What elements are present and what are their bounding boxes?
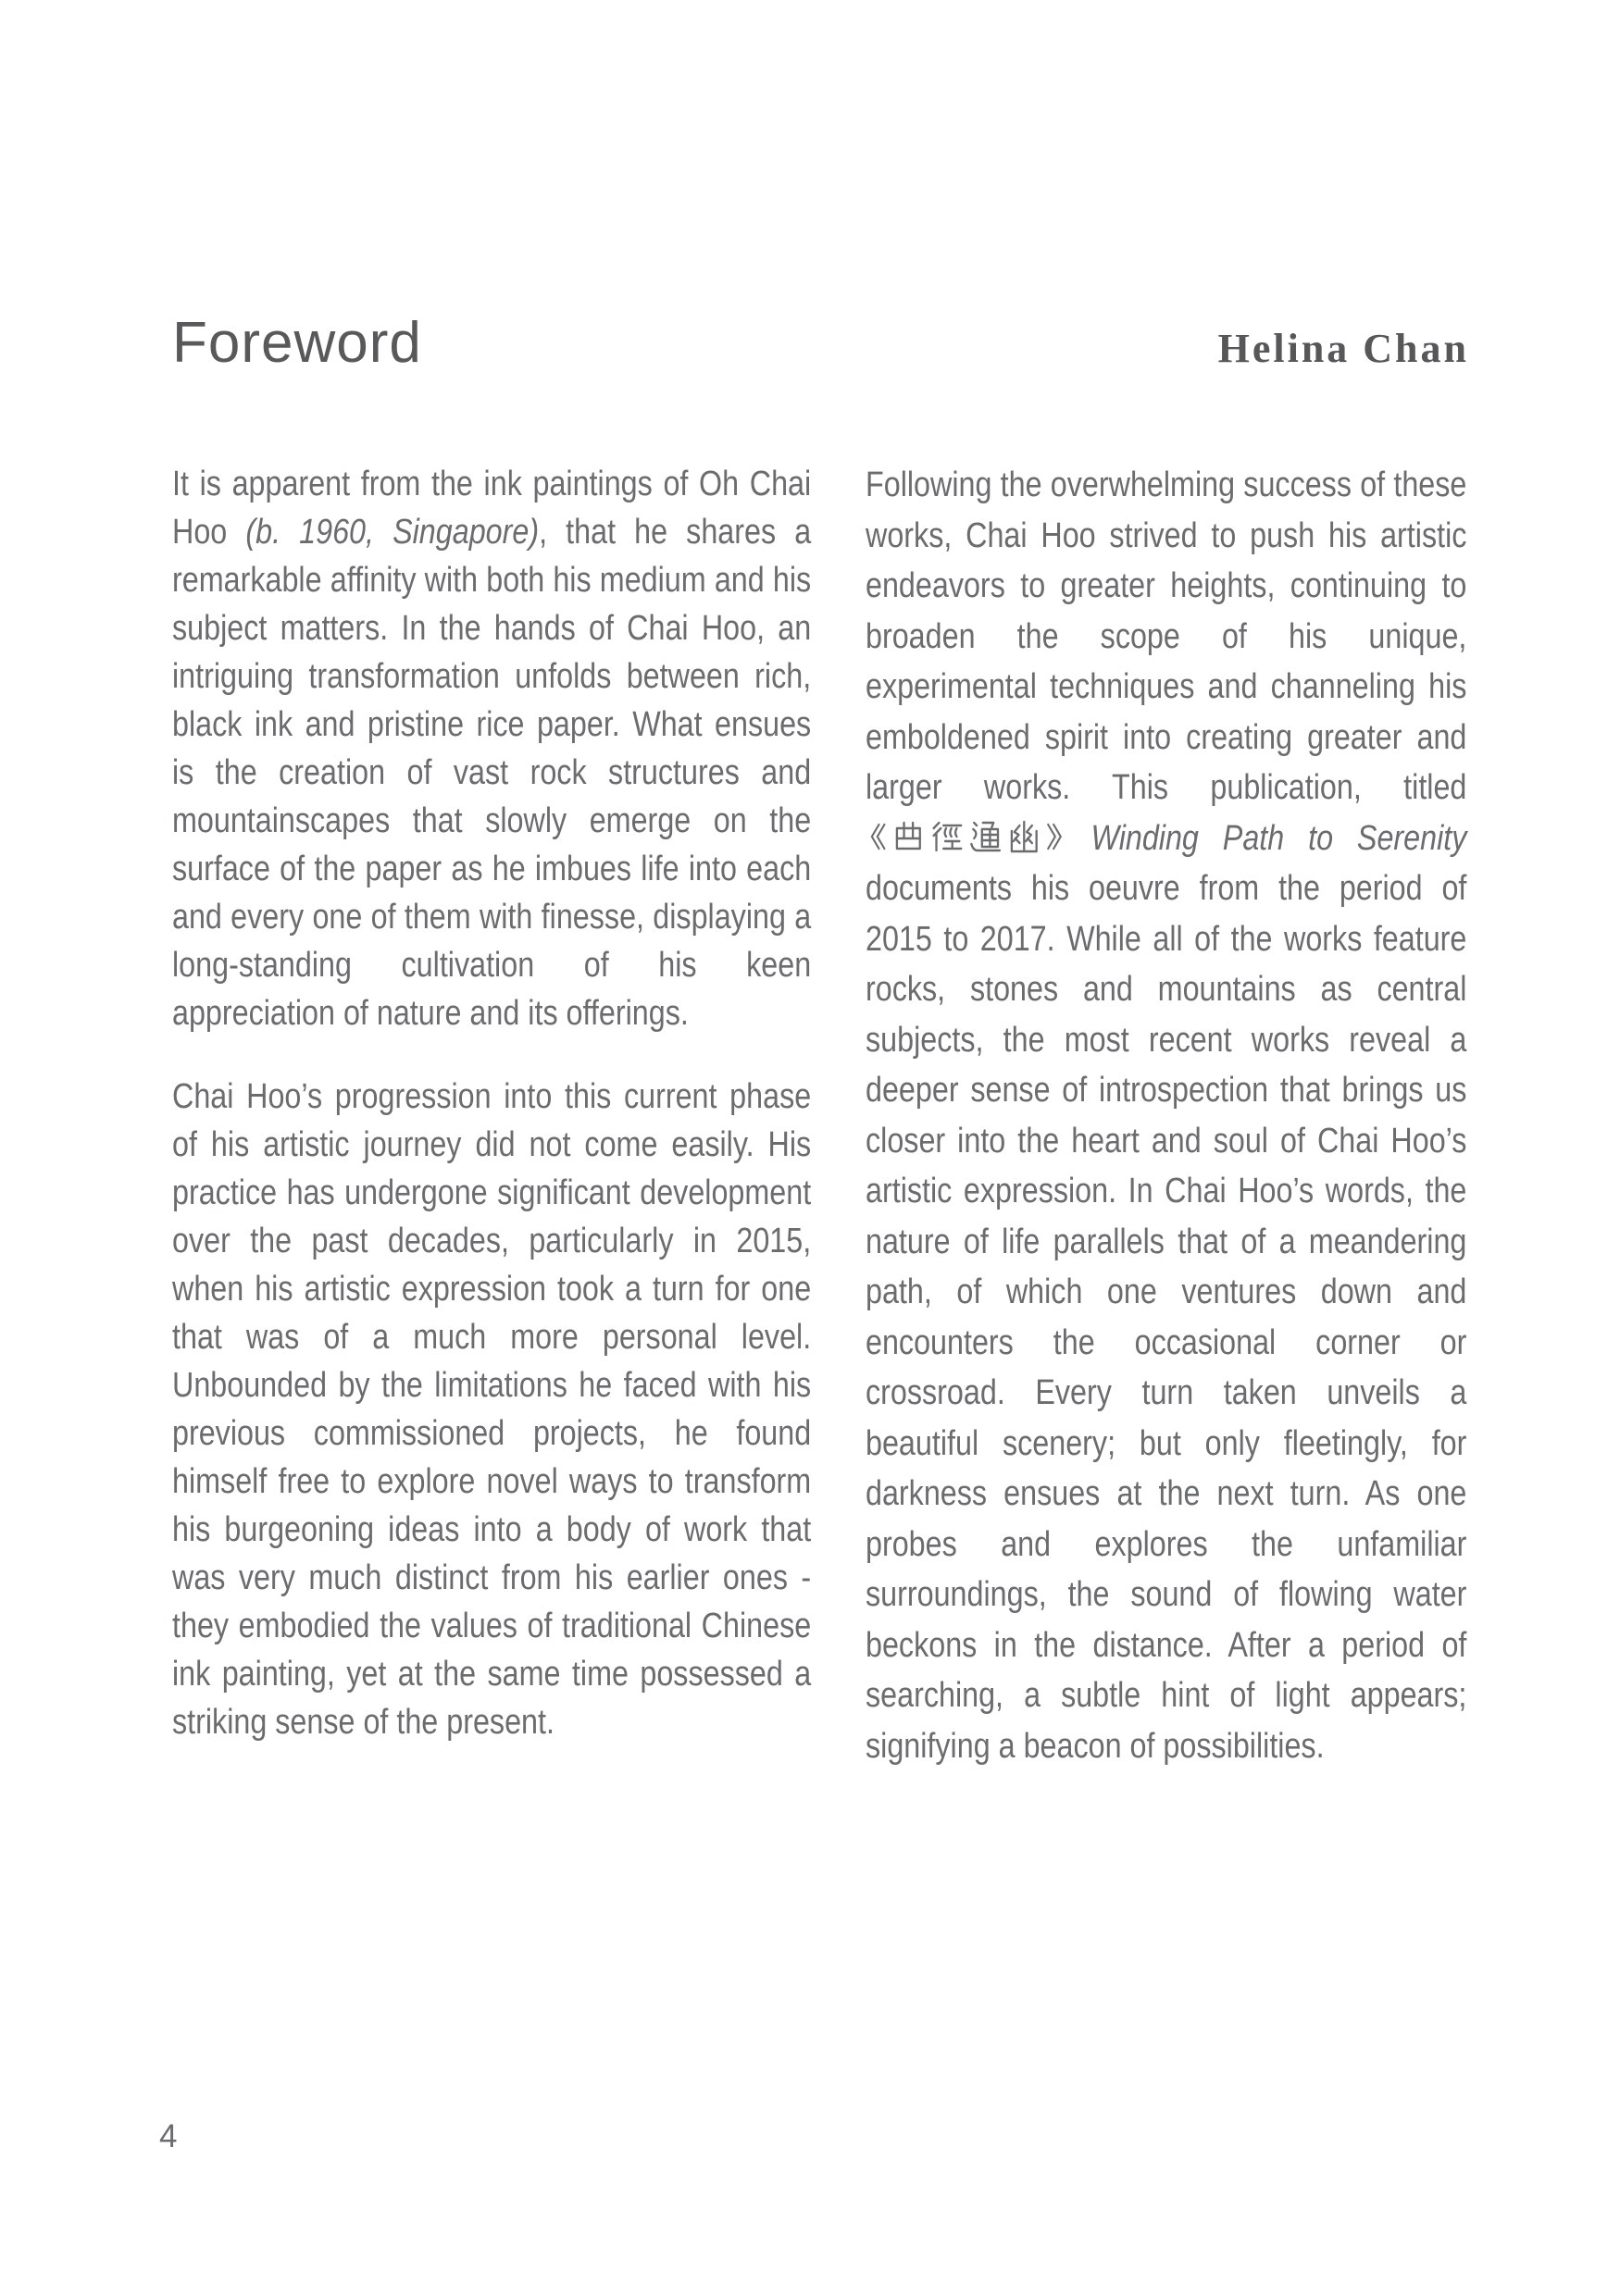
paragraph <box>172 1073 811 1746</box>
text-run: , that he shares a remarkable affinity with both his medium and his subject matters. In the hands of Chai Hoo, an intriguing transformation unfolds between rich, black ink and pristine rice paper. What ensues is the creation of vast rock structures and mountainscapes that slowly emerge on the surface of the paper as he imbues life into each and every one of them with finesse, displaying a long-standing cultivation of his keen appreciation of nature and its offerings. <box>172 513 812 1033</box>
page-title: Foreword <box>172 311 422 375</box>
italic-text-run: Winding Path to Serenity <box>1090 818 1467 858</box>
cjk-right-bracket-icon <box>1045 818 1065 855</box>
author-name: Helina Chan <box>1217 326 1469 371</box>
cjk-char-you-icon <box>1006 818 1041 855</box>
cjk-left-bracket-icon <box>867 818 888 855</box>
paragraph <box>172 460 811 1037</box>
text-run: It is apparent from the ink paintings of Oh Chai Hoo <box>172 465 812 552</box>
italic-text-run: (b. 1960, Singapore) <box>245 513 540 552</box>
cjk-char-qu-icon <box>891 818 926 855</box>
cjk-char-tong-icon <box>968 818 1003 855</box>
text-run: Chai Hoo’s progression into this current phase of his artistic journey did not come easily. His practice has undergone significant development over the past decades, particularly in 2015, when his artistic expression took a turn for one that was of a much more personal level. Unbounded by the limitations he faced with his previous commissioned projects, he found himself free to explore novel ways to transform his burgeoning ideas into a body of work that was very much distinct from his earlier ones - they embodied the values of traditional Chinese ink painting, yet at the same time possessed a striking sense of the present. <box>172 1077 812 1742</box>
text-run: documents his oeuvre from the period of 2015 to 2017. While all of the works feature rocks, stones and mountains as central subjects, the most recent works reveal a deeper sense of introspection that brings us closer into the heart and soul of Chai Hoo’s artistic expression. In Chai Hoo’s words, the nature of life parallels that of a meandering path, of which one ventures down and encounters the occasional corner or crossroad. Every turn taken unveils a beautiful scenery; but only fleetingly, for darkness ensues at the next turn. As one probes and explores the unfamiliar surroundings, the sound of flowing water beckons in the distance. After a period of searching, a subtle hint of light appears; signifying a beacon of possibilities. <box>866 869 1467 1766</box>
text-run: Following the overwhelming success of these works, Chai Hoo strived to push his artistic endeavors to greater heights, continuing to broaden the scope of his unique, experimental techniques and channeling his emboldened spirit into creating greater and larger works. This publication, titled <box>866 465 1467 807</box>
text-run <box>1067 819 1091 858</box>
chinese-book-title <box>866 819 1067 858</box>
text-column-right <box>866 460 1466 1771</box>
cjk-char-jing-icon <box>929 818 965 855</box>
text-column-left <box>172 460 811 1746</box>
paragraph <box>866 460 1466 1771</box>
page-number: 4 <box>159 2118 178 2154</box>
